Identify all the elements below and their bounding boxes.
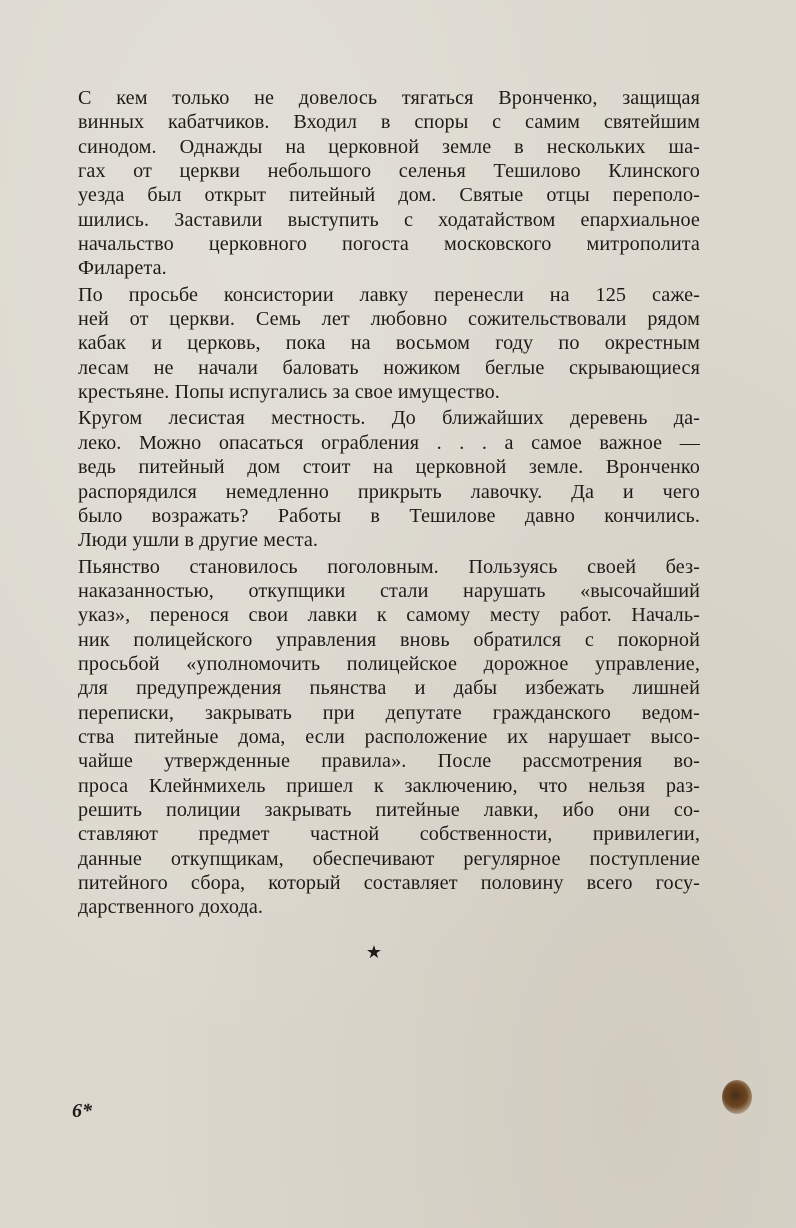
text-line: ведь питейный дом стоит на церковной земле. Вронченко	[78, 456, 700, 479]
text-line: Пьянство становилось поголовным. Пользуясь своей без-	[78, 555, 700, 578]
text-line: питейного сбора, который составляет половину всего госу-	[78, 872, 700, 894]
text-line: С кем только не довелось тягаться Вронченко, защищая	[78, 87, 700, 109]
text-line: синодом. Однажды на церковной земле в нескольких ша-	[78, 135, 700, 158]
text-line: указ», перенося свои лавки к самому месту работ. Началь-	[78, 604, 700, 627]
text-line: гах от церкви небольшого селенья Тешилово Клинского	[78, 160, 700, 183]
paragraph-4	[78, 555, 700, 920]
text-line: Люди ушли в другие места.	[78, 529, 319, 552]
text-body	[78, 86, 700, 920]
text-line: ней от церкви. Семь лет любовно сожительствовали рядом	[78, 308, 700, 331]
text-line: ства питейные дома, если расположение их нарушает высо-	[78, 725, 700, 748]
text-line: лесам не начали баловать ножиком беглые скрывающиеся	[78, 356, 700, 379]
page-number: 6*	[72, 1100, 92, 1122]
text-line: ставляют предмет частной собственности, привилегии,	[78, 823, 700, 846]
text-line: кабак и церковь, пока на восьмом году по окрестным	[78, 332, 700, 355]
text-line: переписки, закрывать при депутате гражданского ведом-	[78, 701, 700, 724]
section-separator-star: ★	[365, 942, 383, 963]
text-line: крестьяне. Попы испугались за свое имущество.	[78, 381, 500, 404]
text-line: винных кабатчиков. Входил в споры с самим святейшим	[78, 111, 700, 134]
text-line: Филарета.	[78, 257, 167, 280]
text-line: леко. Можно опасаться ограбления . . . а самое важное —	[78, 431, 700, 454]
paragraph-1	[78, 86, 700, 281]
text-line: уезда был открыт питейный дом. Святые отцы переполо-	[78, 184, 700, 207]
text-line: чайше утвержденные правила». После рассмотрения во-	[78, 750, 700, 773]
text-line: проса Клейнмихель пришел к заключению, что нельзя раз-	[78, 774, 700, 797]
text-line: для предупреждения пьянства и дабы избежать лишней	[78, 677, 700, 700]
text-line: было возражать? Работы в Тешилове давно кончились.	[78, 504, 700, 527]
text-line: шились. Заставили выступить с ходатайством епархиальное	[78, 208, 700, 231]
text-line: просьбой «уполномочить полицейское дорожное управление,	[78, 652, 700, 675]
paragraph-2	[78, 283, 700, 405]
text-line: Кругом лесистая местность. До ближайших деревень да-	[78, 407, 700, 430]
ink-stain	[722, 1080, 752, 1114]
text-line: решить полиции закрывать питейные лавки, ибо они со-	[78, 798, 700, 821]
text-line: дарственного дохода.	[78, 896, 264, 919]
text-line: По просьбе консистории лавку перенесли на 125 саже-	[78, 283, 700, 306]
paragraph-3	[78, 406, 700, 552]
text-line: наказанностью, откупщики стали нарушать «высочайший	[78, 579, 700, 602]
text-line: распорядился немедленно прикрыть лавочку. Да и чего	[78, 480, 700, 503]
text-line: начальство церковного погоста московского митрополита	[78, 233, 700, 256]
text-line: данные откупщикам, обеспечивают регулярное поступление	[78, 847, 700, 870]
text-line: ник полицейского управления вновь обратился с покорной	[78, 628, 700, 651]
